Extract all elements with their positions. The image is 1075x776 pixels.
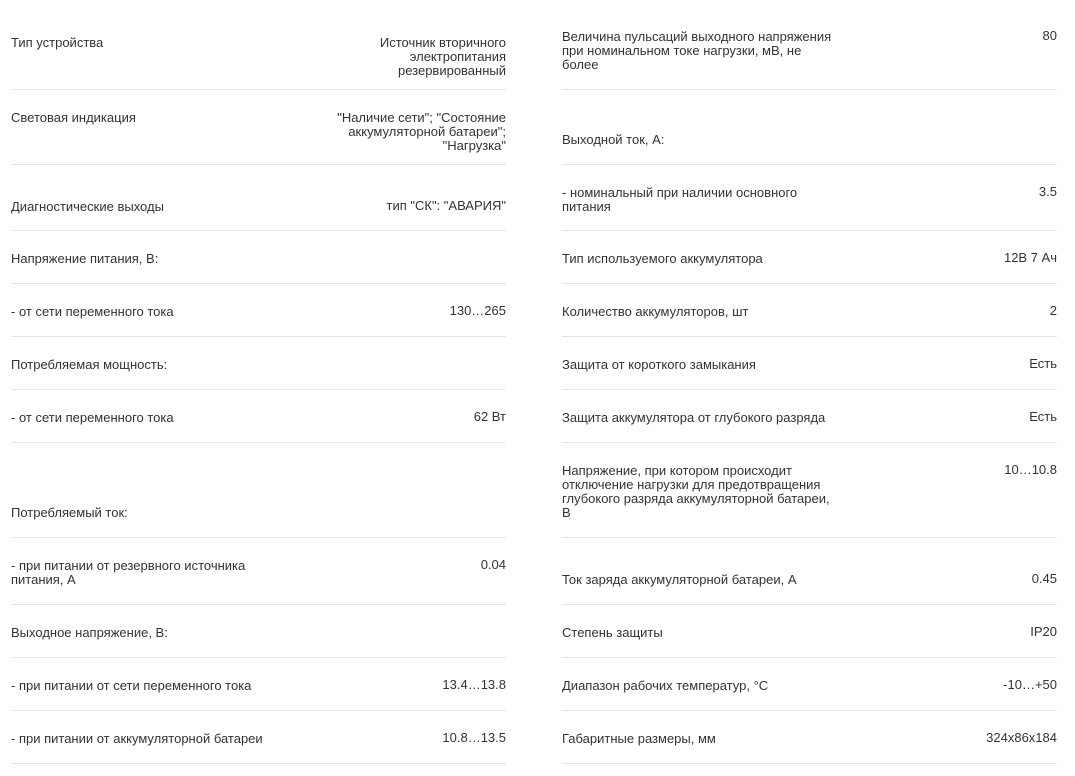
spec-value: IP20 — [1030, 624, 1057, 639]
spec-label: Напряжение питания, В: — [11, 251, 159, 266]
spec-value: Есть — [1029, 356, 1057, 371]
spec-value: 80 — [1042, 28, 1057, 43]
spec-label: Тип используемого аккумулятора — [562, 251, 763, 266]
spec-row-supply-voltage-ac — [11, 284, 506, 337]
spec-row-charge-current — [562, 538, 1057, 605]
spec-row-output-voltage-header — [11, 605, 506, 658]
spec-row-power-consumption-header — [11, 337, 506, 390]
spec-row-short-circuit-protection — [562, 337, 1057, 390]
spec-label: - от сети переменного тока — [11, 410, 174, 425]
spec-label: Диапазон рабочих температур, °С — [562, 678, 769, 693]
spec-label: Потребляемая мощность: — [11, 357, 168, 372]
spec-row-output-voltage-battery — [11, 711, 506, 764]
spec-value: 12В 7 Ач — [1003, 250, 1057, 265]
spec-label: Потребляемый ток: — [11, 505, 128, 520]
spec-row-output-current-nominal — [562, 165, 1057, 231]
spec-value: -10…+50 — [1003, 677, 1057, 692]
spec-label: Световая индикация — [11, 110, 136, 125]
spec-row-output-current-header — [562, 90, 1057, 165]
spec-label: Защита аккумулятора от глубокого разряда — [562, 410, 826, 425]
spec-value: 0.45 — [1031, 571, 1057, 586]
spec-row-dimensions — [562, 711, 1057, 764]
spec-row-light-indication — [11, 90, 506, 165]
spec-label: Выходное напряжение, В: — [11, 625, 168, 640]
spec-label: - номинальный при наличии основного питания — [562, 185, 798, 214]
spec-value: 10…10.8 — [1004, 462, 1057, 477]
spec-value: 0.04 — [480, 557, 506, 572]
spec-row-device-type — [11, 0, 506, 90]
spec-row-operating-temperature — [562, 658, 1057, 711]
spec-value: 3.5 — [1038, 184, 1057, 199]
spec-row-deep-discharge-protection — [562, 390, 1057, 443]
spec-value: "Наличие сети"; "Состояние аккумуляторной батареи"; "Нагрузка" — [337, 110, 506, 153]
spec-value: 62 Вт — [473, 409, 506, 424]
spec-row-output-voltage-ac — [11, 658, 506, 711]
spec-label: Степень защиты — [562, 625, 663, 640]
spec-row-ripple — [562, 0, 1057, 90]
spec-label: Тип устройства — [11, 35, 104, 50]
spec-row-power-consumption-ac — [11, 390, 506, 443]
spec-row-supply-voltage-header — [11, 231, 506, 284]
spec-label: - от сети переменного тока — [11, 304, 174, 319]
spec-value: 324x86x184 — [986, 730, 1057, 745]
spec-row-diagnostic-outputs — [11, 165, 506, 231]
spec-row-battery-type — [562, 231, 1057, 284]
spec-row-cutoff-voltage — [562, 443, 1057, 538]
spec-label: Защита от короткого замыкания — [562, 357, 756, 372]
spec-value: тип "СК": "АВАРИЯ" — [386, 198, 506, 213]
spec-value: 10.8…13.5 — [442, 730, 506, 745]
spec-label: Габаритные размеры, мм — [562, 731, 716, 746]
spec-label: Ток заряда аккумуляторной батареи, А — [562, 572, 797, 587]
spec-row-battery-count — [562, 284, 1057, 337]
spec-value: 13.4…13.8 — [442, 677, 506, 692]
spec-label: Величина пульсаций выходного напряжения при номинальном токе нагрузки, мВ, не более — [562, 29, 832, 72]
spec-value: 130…265 — [449, 303, 506, 318]
spec-value: 2 — [1049, 303, 1057, 318]
spec-label: - при питании от сети переменного тока — [11, 678, 252, 693]
spec-label: Диагностические выходы — [11, 199, 164, 214]
spec-label: Напряжение, при котором происходит отключение нагрузки для предотвращения глубокого разряда аккумуляторной батареи, В — [562, 463, 830, 520]
spec-row-current-consumption-header — [11, 443, 506, 538]
spec-label: Количество аккумуляторов, шт — [562, 304, 749, 319]
spec-label: Выходной ток, А: — [562, 132, 665, 147]
spec-row-protection-degree — [562, 605, 1057, 658]
spec-label: - при питании от резервного источника питания, А — [11, 558, 246, 587]
spec-value: Есть — [1029, 409, 1057, 424]
spec-row-current-consumption-backup — [11, 538, 506, 605]
spec-label: - при питании от аккумуляторной батареи — [11, 731, 263, 746]
spec-value: Источник вторичного электропитания резервированный — [379, 35, 506, 78]
